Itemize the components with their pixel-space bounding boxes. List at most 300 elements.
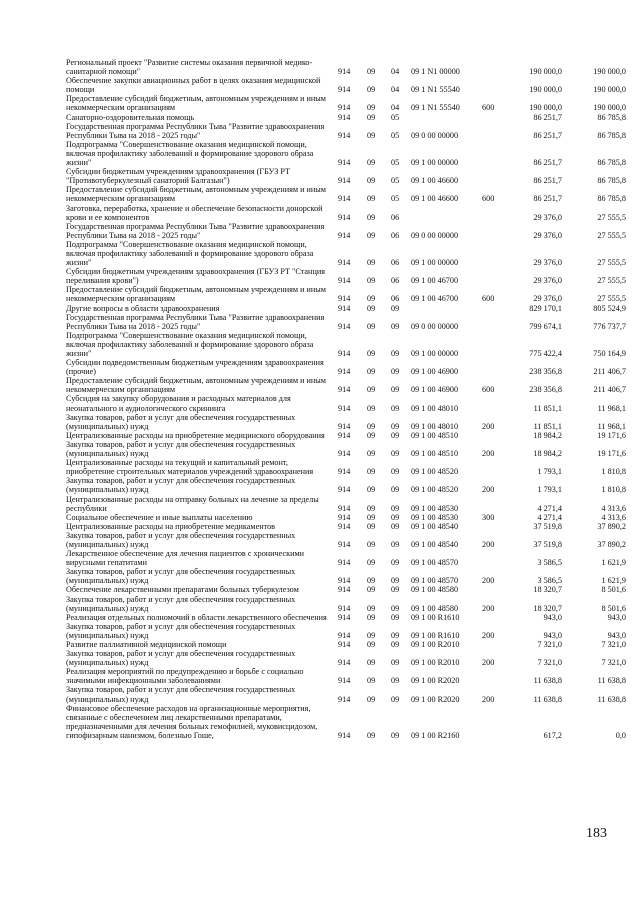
target-article-code: 09 1 00 48010 bbox=[411, 403, 459, 413]
table-row bbox=[66, 567, 626, 585]
table-row bbox=[66, 331, 626, 358]
amount-year-2: 11 968,1 bbox=[597, 421, 626, 431]
amount-year-1: 37 519,8 bbox=[533, 521, 562, 531]
section-code: 09 bbox=[367, 430, 376, 440]
department-code: 914 bbox=[338, 67, 351, 77]
table-row bbox=[66, 304, 626, 313]
section-code: 09 bbox=[367, 485, 376, 495]
department-code: 914 bbox=[338, 603, 351, 613]
amount-year-1: 190 000,0 bbox=[529, 85, 562, 95]
subsection-code: 09 bbox=[391, 730, 400, 740]
row-name: Государственная программа Республики Тыва "Развитие здравоохранения Республики Тыва на 2018 - 2025 годы" bbox=[66, 121, 325, 140]
amount-year-2: 211 406,7 bbox=[593, 367, 626, 377]
section-code: 09 bbox=[367, 103, 376, 113]
amount-year-1: 11 851,1 bbox=[533, 421, 562, 431]
table-row bbox=[66, 240, 626, 267]
row-name: Субсидии бюджетным учреждениям здравоохранения (ГБУЗ РТ "Противотуберкулезный санаторий Балгазын") bbox=[66, 167, 291, 186]
subsection-code: 09 bbox=[391, 403, 400, 413]
amount-year-1: 1 793,1 bbox=[537, 485, 562, 495]
row-name: Реализация мероприятий по предупреждению и борьбе с социально значимыми инфекционными заболеваниями bbox=[66, 667, 304, 686]
target-article-code: 09 1 00 48520 bbox=[411, 467, 459, 477]
row-name: Другие вопросы в области здравоохранения bbox=[66, 303, 220, 313]
table-row bbox=[66, 431, 626, 440]
row-name: Государственная программа Республики Тыва "Развитие здравоохранения Республики Тыва на 2018 - 2025 годы" bbox=[66, 221, 325, 240]
table-row bbox=[66, 113, 626, 122]
table-row bbox=[66, 76, 626, 94]
target-article-code: 09 1 00 48010 bbox=[411, 421, 459, 431]
department-code: 914 bbox=[338, 212, 351, 222]
department-code: 914 bbox=[338, 367, 351, 377]
row-name: Субсидии подведомственным бюджетным учреждениям здравоохранения (прочие) bbox=[66, 358, 324, 377]
table-row bbox=[66, 140, 626, 167]
table-row bbox=[66, 531, 626, 549]
subsection-code: 09 bbox=[391, 612, 400, 622]
amount-year-1: 18 984,2 bbox=[533, 449, 562, 459]
subsection-code: 05 bbox=[391, 112, 400, 122]
table-row bbox=[66, 167, 626, 185]
table-row bbox=[66, 622, 626, 640]
target-article-code: 09 1 00 46600 bbox=[411, 194, 459, 204]
row-name: Финансовое обеспечение расходов на организационные мероприятия, связанные с обеспечением лиц лекарственными препаратами, предназначенными для лечения больных гемофилией, муковисцидозом, гипофизарным нанизмом, болезнью Гоше, bbox=[66, 703, 318, 740]
subsection-code: 09 bbox=[391, 603, 400, 613]
section-code: 09 bbox=[367, 558, 376, 568]
department-code: 914 bbox=[338, 303, 351, 313]
department-code: 914 bbox=[338, 321, 351, 331]
row-name: Предоставление субсидий бюджетным, автономным учреждениям и иным некоммерческим организациям bbox=[66, 94, 326, 113]
row-name: Предоставление субсидий бюджетным, автономным учреждениям и иным некоммерческим организациям bbox=[66, 376, 326, 395]
target-article-code: 09 1 00 46900 bbox=[411, 367, 459, 377]
amount-year-2: 86 785,8 bbox=[597, 176, 626, 186]
subsection-code: 09 bbox=[391, 676, 400, 686]
amount-year-1: 775 422,4 bbox=[529, 349, 562, 358]
subsection-code: 09 bbox=[391, 385, 400, 395]
department-code: 914 bbox=[338, 430, 351, 440]
section-code: 09 bbox=[367, 676, 376, 686]
section-code: 09 bbox=[367, 403, 376, 413]
amount-year-2: 86 785,8 bbox=[597, 194, 626, 204]
section-code: 09 bbox=[367, 130, 376, 140]
table-row bbox=[66, 413, 626, 431]
table-row bbox=[66, 313, 626, 331]
subsection-code: 09 bbox=[391, 658, 400, 668]
target-article-code: 09 0 00 00000 bbox=[411, 321, 459, 331]
amount-year-2: 1 810,8 bbox=[601, 467, 626, 477]
amount-year-2: 4 313,6 bbox=[601, 512, 626, 522]
table-row bbox=[66, 585, 626, 594]
table-row bbox=[66, 394, 626, 412]
target-article-code: 09 1 00 46700 bbox=[411, 294, 459, 304]
subsection-code: 09 bbox=[391, 349, 400, 358]
department-code: 914 bbox=[338, 349, 351, 358]
amount-year-1: 29 376,0 bbox=[533, 276, 562, 286]
section-code: 09 bbox=[367, 640, 376, 649]
table-row bbox=[66, 376, 626, 394]
amount-year-2: 943,0 bbox=[607, 612, 626, 622]
department-code: 914 bbox=[338, 694, 351, 704]
amount-year-2: 4 313,6 bbox=[601, 503, 626, 513]
department-code: 914 bbox=[338, 294, 351, 304]
amount-year-1: 7 321,0 bbox=[537, 658, 562, 668]
subsection-code: 09 bbox=[391, 576, 400, 586]
amount-year-2: 11 638,8 bbox=[597, 676, 626, 686]
target-article-code: 09 1 00 R2020 bbox=[411, 694, 460, 704]
subsection-code: 09 bbox=[391, 630, 400, 640]
subsection-code: 09 bbox=[391, 430, 400, 440]
amount-year-2: 8 501,6 bbox=[601, 603, 626, 613]
table-row bbox=[66, 476, 626, 494]
section-code: 09 bbox=[367, 303, 376, 313]
section-code: 09 bbox=[367, 539, 376, 549]
target-article-code: 09 1 00 00000 bbox=[411, 258, 459, 268]
row-name: Централизованные расходы на приобретение медицинского оборудования bbox=[66, 430, 325, 440]
row-name: Подпрограмма "Совершенствование оказания медицинской помощи, включая профилактику заболеваний и формирование здорового образа жизни" bbox=[66, 239, 314, 268]
section-code: 09 bbox=[367, 212, 376, 222]
amount-year-2: 19 171,6 bbox=[597, 430, 626, 440]
target-article-code: 09 1 00 00000 bbox=[411, 349, 459, 358]
row-name: Централизованные расходы на текущий и капитальный ремонт, приобретение строительных материалов учреждений здравоохранения bbox=[66, 458, 314, 477]
amount-year-2: 776 737,7 bbox=[593, 321, 626, 331]
section-code: 09 bbox=[367, 630, 376, 640]
amount-year-2: 86 785,8 bbox=[597, 112, 626, 122]
amount-year-2: 8 501,6 bbox=[601, 585, 626, 595]
department-code: 914 bbox=[338, 103, 351, 113]
department-code: 914 bbox=[338, 258, 351, 268]
department-code: 914 bbox=[338, 521, 351, 531]
amount-year-2: 37 890,2 bbox=[597, 539, 626, 549]
expense-type-code: 600 bbox=[482, 194, 495, 204]
amount-year-2: 1 810,8 bbox=[601, 485, 626, 495]
section-code: 09 bbox=[367, 349, 376, 358]
table-row bbox=[66, 640, 626, 649]
row-name: Закупка товаров, работ и услуг для обеспечения государственных (муниципальных) нужд bbox=[66, 412, 296, 431]
section-code: 09 bbox=[367, 730, 376, 740]
subsection-code: 09 bbox=[391, 512, 400, 522]
table-row bbox=[66, 495, 626, 513]
row-name: Санаторно-оздоровительная помощь bbox=[66, 112, 195, 122]
amount-year-2: 0,0 bbox=[615, 730, 626, 740]
section-code: 09 bbox=[367, 658, 376, 668]
department-code: 914 bbox=[338, 612, 351, 622]
amount-year-1: 29 376,0 bbox=[533, 258, 562, 268]
amount-year-2: 7 321,0 bbox=[601, 658, 626, 668]
subsection-code: 09 bbox=[391, 585, 400, 595]
amount-year-2: 1 621,9 bbox=[601, 576, 626, 586]
department-code: 914 bbox=[338, 558, 351, 568]
subsection-code: 09 bbox=[391, 521, 400, 531]
subsection-code: 09 bbox=[391, 321, 400, 331]
expense-type-code: 600 bbox=[482, 103, 495, 113]
subsection-code: 09 bbox=[391, 367, 400, 377]
section-code: 09 bbox=[367, 421, 376, 431]
row-name: Реализация отдельных полномочий в области лекарственного обеспечения bbox=[66, 612, 327, 622]
row-name: Закупка товаров, работ и услуг для обеспечения государственных (муниципальных) нужд bbox=[66, 685, 296, 704]
target-article-code: 09 1 00 48570 bbox=[411, 558, 459, 568]
amount-year-2: 211 406,7 bbox=[593, 385, 626, 395]
department-code: 914 bbox=[338, 276, 351, 286]
table-row bbox=[66, 513, 626, 522]
amount-year-1: 1 793,1 bbox=[537, 467, 562, 477]
target-article-code: 09 1 N1 55540 bbox=[411, 103, 460, 113]
amount-year-2: 27 555,5 bbox=[597, 294, 626, 304]
amount-year-1: 29 376,0 bbox=[533, 212, 562, 222]
row-name: Обеспечение лекарственными препаратами больных туберкулезом bbox=[66, 585, 299, 595]
table-row bbox=[66, 358, 626, 376]
target-article-code: 09 1 00 48570 bbox=[411, 576, 459, 586]
row-name: Предоставление субсидий бюджетным, автономным учреждениям и иным некоммерческим организациям bbox=[66, 285, 326, 304]
row-name: Закупка товаров, работ и услуг для обеспечения государственных (муниципальных) нужд bbox=[66, 439, 296, 459]
section-code: 09 bbox=[367, 503, 376, 513]
amount-year-1: 3 586,5 bbox=[537, 558, 562, 568]
department-code: 914 bbox=[338, 194, 351, 204]
table-row bbox=[66, 185, 626, 203]
row-name: Закупка товаров, работ и услуг для обеспечения государственных (муниципальных) нужд bbox=[66, 594, 296, 613]
section-code: 09 bbox=[367, 694, 376, 704]
department-code: 914 bbox=[338, 676, 351, 686]
row-name: Лекарственное обеспечение для лечения пациентов с хроническими вирусными гепатитами bbox=[66, 549, 305, 568]
subsection-code: 05 bbox=[391, 158, 400, 168]
amount-year-2: 27 555,5 bbox=[597, 276, 626, 286]
amount-year-1: 86 251,7 bbox=[533, 112, 562, 122]
page-number: 183 bbox=[586, 826, 607, 841]
section-code: 09 bbox=[367, 321, 376, 331]
table-row bbox=[66, 613, 626, 622]
target-article-code: 09 1 00 48520 bbox=[411, 485, 459, 495]
amount-year-2: 750 164,9 bbox=[593, 349, 626, 358]
section-code: 09 bbox=[367, 85, 376, 95]
department-code: 914 bbox=[338, 176, 351, 186]
subsection-code: 09 bbox=[391, 640, 400, 649]
row-name: Обеспечение закупки авиационных работ в целях оказания медицинской помощи bbox=[66, 76, 321, 95]
amount-year-1: 7 321,0 bbox=[537, 640, 562, 649]
department-code: 914 bbox=[338, 467, 351, 477]
section-code: 09 bbox=[367, 612, 376, 622]
department-code: 914 bbox=[338, 385, 351, 395]
subsection-code: 04 bbox=[391, 103, 400, 113]
row-name: Развитие паллиативной медицинской помощи bbox=[66, 640, 227, 649]
target-article-code: 09 1 00 46700 bbox=[411, 276, 459, 286]
department-code: 914 bbox=[338, 112, 351, 122]
subsection-code: 09 bbox=[391, 449, 400, 459]
subsection-code: 06 bbox=[391, 230, 400, 240]
table-row bbox=[66, 458, 626, 476]
department-code: 914 bbox=[338, 730, 351, 740]
amount-year-2: 27 555,5 bbox=[597, 212, 626, 222]
table-row bbox=[66, 595, 626, 613]
amount-year-1: 18 320,7 bbox=[533, 585, 562, 595]
amount-year-1: 4 271,4 bbox=[537, 503, 562, 513]
budget-table bbox=[66, 58, 626, 740]
section-code: 09 bbox=[367, 112, 376, 122]
amount-year-2: 190 000,0 bbox=[593, 103, 626, 113]
amount-year-1: 617,2 bbox=[543, 730, 562, 740]
expense-type-code: 200 bbox=[482, 485, 495, 495]
section-code: 09 bbox=[367, 467, 376, 477]
department-code: 914 bbox=[338, 85, 351, 95]
target-article-code: 09 1 00 R1610 bbox=[411, 630, 460, 640]
amount-year-1: 238 356,8 bbox=[529, 385, 562, 395]
subsection-code: 06 bbox=[391, 258, 400, 268]
subsection-code: 09 bbox=[391, 303, 400, 313]
target-article-code: 09 0 00 00000 bbox=[411, 230, 459, 240]
target-article-code: 09 1 00 48580 bbox=[411, 603, 459, 613]
amount-year-1: 86 251,7 bbox=[533, 176, 562, 186]
row-name: Субсидия на закупку оборудования и расходных материалов для неонатального и аудиологического скрининга bbox=[66, 394, 291, 413]
subsection-code: 04 bbox=[391, 85, 400, 95]
table-row bbox=[66, 222, 626, 240]
department-code: 914 bbox=[338, 658, 351, 668]
subsection-code: 09 bbox=[391, 421, 400, 431]
target-article-code: 09 1 00 48580 bbox=[411, 585, 459, 595]
amount-year-2: 37 890,2 bbox=[597, 521, 626, 531]
section-code: 09 bbox=[367, 258, 376, 268]
amount-year-1: 18 984,2 bbox=[533, 430, 562, 440]
expense-type-code: 200 bbox=[482, 694, 495, 704]
row-name: Закупка товаров, работ и услуг для обеспечения государственных (муниципальных) нужд bbox=[66, 476, 296, 495]
target-article-code: 09 1 00 46600 bbox=[411, 176, 459, 186]
amount-year-2: 190 000,0 bbox=[593, 67, 626, 77]
amount-year-1: 18 320,7 bbox=[533, 603, 562, 613]
target-article-code: 09 1 N1 00000 bbox=[411, 67, 460, 77]
department-code: 914 bbox=[338, 421, 351, 431]
expense-type-code: 200 bbox=[482, 449, 495, 459]
department-code: 914 bbox=[338, 485, 351, 495]
table-row bbox=[66, 204, 626, 222]
amount-year-1: 86 251,7 bbox=[533, 130, 562, 140]
amount-year-2: 7 321,0 bbox=[601, 640, 626, 649]
amount-year-1: 11 851,1 bbox=[533, 403, 562, 413]
subsection-code: 09 bbox=[391, 558, 400, 568]
expense-type-code: 200 bbox=[482, 576, 495, 586]
amount-year-2: 27 555,5 bbox=[597, 230, 626, 240]
amount-year-1: 11 638,8 bbox=[533, 694, 562, 704]
expense-type-code: 200 bbox=[482, 603, 495, 613]
amount-year-1: 29 376,0 bbox=[533, 294, 562, 304]
row-name: Подпрограмма "Совершенствование оказания медицинской помощи, включая профилактику заболеваний и формирование здорового образа жизни" bbox=[66, 139, 314, 168]
subsection-code: 06 bbox=[391, 276, 400, 286]
subsection-code: 09 bbox=[391, 539, 400, 549]
expense-type-code: 600 bbox=[482, 294, 495, 304]
section-code: 09 bbox=[367, 67, 376, 77]
row-name: Закупка товаров, работ и услуг для обеспечения государственных (муниципальных) нужд bbox=[66, 621, 296, 640]
row-name: Предоставление субсидий бюджетным, автономным учреждениям и иным некоммерческим организациям bbox=[66, 185, 326, 204]
row-name: Закупка товаров, работ и услуг для обеспечения государственных (муниципальных) нужд bbox=[66, 530, 296, 549]
table-row bbox=[66, 440, 626, 458]
department-code: 914 bbox=[338, 630, 351, 640]
table-row bbox=[66, 58, 626, 76]
amount-year-2: 805 524,9 bbox=[593, 303, 626, 313]
target-article-code: 09 1 00 48530 bbox=[411, 503, 459, 513]
table-row bbox=[66, 522, 626, 531]
amount-year-1: 943,0 bbox=[543, 612, 562, 622]
department-code: 914 bbox=[338, 512, 351, 522]
amount-year-1: 86 251,7 bbox=[533, 194, 562, 204]
department-code: 914 bbox=[338, 403, 351, 413]
section-code: 09 bbox=[367, 576, 376, 586]
department-code: 914 bbox=[338, 539, 351, 549]
table-row bbox=[66, 122, 626, 140]
row-name: Подпрограмма "Совершенствование оказания медицинской помощи, включая профилактику заболеваний и формирование здорового образа жизни" bbox=[66, 330, 314, 358]
row-name: Централизованные расходы на отправку больных на лечение за пределы республики bbox=[66, 494, 319, 513]
row-name: Закупка товаров, работ и услуг для обеспечения государственных (муниципальных) нужд bbox=[66, 649, 296, 668]
target-article-code: 09 1 00 R2010 bbox=[411, 658, 460, 668]
section-code: 09 bbox=[367, 194, 376, 204]
table-row bbox=[66, 667, 626, 685]
row-name: Субсидии бюджетным учреждениям здравоохранения (ГБУЗ РТ "Станция переливания крови") bbox=[66, 267, 325, 286]
section-code: 09 bbox=[367, 367, 376, 377]
amount-year-1: 190 000,0 bbox=[529, 67, 562, 77]
amount-year-2: 19 171,6 bbox=[597, 449, 626, 459]
department-code: 914 bbox=[338, 158, 351, 168]
table-row bbox=[66, 549, 626, 567]
table-row bbox=[66, 704, 626, 740]
table-row bbox=[66, 685, 626, 703]
row-name: Государственная программа Республики Тыва "Развитие здравоохранения Республики Тыва на 2018 - 2025 годы" bbox=[66, 312, 325, 331]
subsection-code: 05 bbox=[391, 176, 400, 186]
subsection-code: 04 bbox=[391, 67, 400, 77]
subsection-code: 05 bbox=[391, 194, 400, 204]
amount-year-2: 11 968,1 bbox=[597, 403, 626, 413]
section-code: 09 bbox=[367, 230, 376, 240]
row-name: Заготовка, переработка, хранение и обеспечение безопасности донорской крови и ее компонентов bbox=[66, 203, 323, 222]
table-row bbox=[66, 94, 626, 112]
section-code: 09 bbox=[367, 176, 376, 186]
row-name: Социальное обеспечение и иные выплаты населению bbox=[66, 512, 253, 522]
subsection-code: 05 bbox=[391, 130, 400, 140]
amount-year-1: 37 519,8 bbox=[533, 539, 562, 549]
section-code: 09 bbox=[367, 294, 376, 304]
department-code: 914 bbox=[338, 449, 351, 459]
expense-type-code: 600 bbox=[482, 385, 495, 395]
section-code: 09 bbox=[367, 585, 376, 595]
target-article-code: 09 1 00 48540 bbox=[411, 539, 459, 549]
amount-year-1: 829 170,1 bbox=[529, 303, 562, 313]
department-code: 914 bbox=[338, 585, 351, 595]
row-name: Региональный проект "Развитие системы оказания первичной медико-санитарной помощи" bbox=[66, 58, 313, 77]
amount-year-2: 86 785,8 bbox=[597, 158, 626, 168]
target-article-code: 09 1 00 46900 bbox=[411, 385, 459, 395]
target-article-code: 09 0 00 00000 bbox=[411, 130, 459, 140]
expense-type-code: 200 bbox=[482, 421, 495, 431]
amount-year-1: 799 674,1 bbox=[529, 321, 562, 331]
table-row bbox=[66, 649, 626, 667]
table-row bbox=[66, 285, 626, 303]
department-code: 914 bbox=[338, 640, 351, 649]
target-article-code: 09 1 00 48540 bbox=[411, 521, 459, 531]
amount-year-1: 4 271,4 bbox=[537, 512, 562, 522]
table-row bbox=[66, 267, 626, 285]
amount-year-2: 86 785,8 bbox=[597, 130, 626, 140]
target-article-code: 09 1 00 R1610 bbox=[411, 612, 460, 622]
target-article-code: 09 1 00 48510 bbox=[411, 430, 459, 440]
expense-type-code: 300 bbox=[482, 512, 495, 522]
target-article-code: 09 1 00 R2160 bbox=[411, 730, 460, 740]
target-article-code: 09 1 00 R2010 bbox=[411, 640, 460, 649]
department-code: 914 bbox=[338, 130, 351, 140]
row-name: Централизованные расходы на приобретение медикаментов bbox=[66, 521, 276, 531]
amount-year-1: 3 586,5 bbox=[537, 576, 562, 586]
target-article-code: 09 1 00 48510 bbox=[411, 449, 459, 459]
amount-year-1: 943,0 bbox=[543, 630, 562, 640]
subsection-code: 09 bbox=[391, 503, 400, 513]
amount-year-1: 29 376,0 bbox=[533, 230, 562, 240]
target-article-code: 09 1 00 00000 bbox=[411, 158, 459, 168]
section-code: 09 bbox=[367, 603, 376, 613]
amount-year-1: 190 000,0 bbox=[529, 103, 562, 113]
expense-type-code: 200 bbox=[482, 658, 495, 668]
subsection-code: 09 bbox=[391, 485, 400, 495]
amount-year-2: 943,0 bbox=[607, 630, 626, 640]
subsection-code: 09 bbox=[391, 694, 400, 704]
